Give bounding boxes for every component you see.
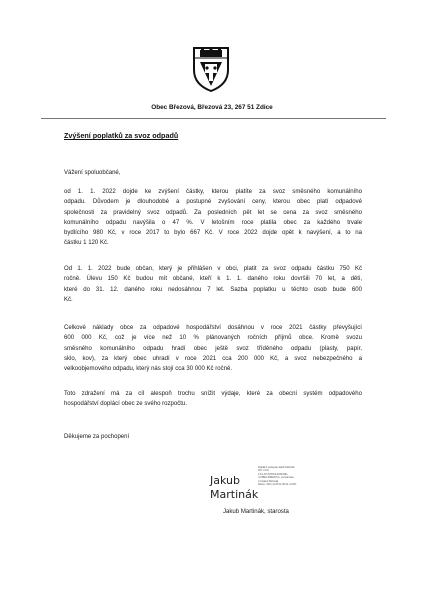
paragraph-line: Toto zdražení má za cíl alespoň trochu snížit výdaje, které za obecní systém odpadového <box>64 391 362 397</box>
paragraph-line: Kč. <box>64 296 73 303</box>
paragraph-line: Celkové náklady obce za odpadové hospodářství dosáhnou v roce 2021 částky převyšující <box>64 325 362 331</box>
paragraph-line: směsného komunálního odpadu hradí obec ještě svoz tříděného odpadu (plasty, papír, <box>64 345 362 352</box>
paragraph-line: od 1. 1. 2022 dojde ke zvýšení částky, kterou platíte za svoz směsného komunálního <box>64 189 362 195</box>
paragraph-line: sklo, kov), za který obec uhradí v roce 2021 cca 200 000 Kč, a svoz nebezpečného a <box>64 355 362 362</box>
handwritten-signature <box>210 474 258 502</box>
paragraph-4 <box>64 389 362 410</box>
paragraph-line: které do 31. 12. daného roku nedosáhnou 7 let. Sazba poplatku u těchto osob bude 600 <box>64 286 362 293</box>
digital-signature-details <box>258 466 314 486</box>
signature-first-name: Jakub <box>210 474 240 487</box>
paragraph-1 <box>64 187 362 249</box>
signature-last-name: Martinák <box>210 488 259 501</box>
closing-thanks: Děkujeme za pochopení <box>64 434 130 440</box>
paragraph-line: ročně. Úlevu 150 Kč budou mít občané, kteří k 1. 1. daného roku dovršili 70 let, a děti, <box>64 276 362 283</box>
paragraph-3 <box>64 323 362 374</box>
signature-meta-line: cn=Jakub Martinák <box>258 479 279 483</box>
signature-meta-line: Datum: 2021.12.08 11:05:22 +01'00' <box>258 483 297 487</box>
paragraph-line: velkoobjemového odpadu, který nás stojí cca 30 000 Kč ročně. <box>64 366 233 373</box>
organization-address: Obec Březová, Březová 23, 267 51 Zdice <box>151 104 273 111</box>
coat-of-arms-icon <box>192 46 230 92</box>
paragraph-line: hospodářství doplácí obec ze svého rozpočtu. <box>64 401 188 408</box>
signature-meta-line: o=OBEC BŘEZOVÁ, ou=starosta, <box>258 476 295 480</box>
signature-meta-line: 2.5.4.97=NTRCZ-00233391, <box>258 472 289 476</box>
paragraph-line: Od 1. 1. 2022 bude občan, který je přihlášen v obci, platit za svoz odpadu částku 750 Kč <box>64 266 362 272</box>
paragraph-line: společnosti za pravidelný svoz odpadů. Za posledních pět let se cena za svoz směsného <box>64 209 362 216</box>
signature-meta-line: DN: c=CZ, <box>258 469 270 473</box>
paragraph-2 <box>64 264 362 305</box>
letter-title: Zvýšení poplatků za svoz odpadů <box>64 131 179 140</box>
paragraph-line: bydlícího 980 Kč, v roce 2017 to bylo 667 Kč. V roce 2022 dojde opět k navýšení, a to na <box>64 230 362 237</box>
greeting: Vážení spoluobčané, <box>64 170 121 176</box>
paragraph-line: komunálního odpadu navýšila o 47 %. V letošním roce platila obec za každého trvale <box>64 219 362 226</box>
signature-meta-line: Digitálně podepsal Jakub Martinák <box>258 466 295 469</box>
header-divider <box>41 118 386 119</box>
paragraph-line: odpadu. Důvodem je dlouhodobé a postupné zvyšování ceny, kterou obec platí odpadové <box>64 199 362 206</box>
paragraph-line: 600 000 Kč, což je více než 10 % plánovaných ročních příjmů obce. Kromě svozu <box>64 335 362 342</box>
signer-name-title: Jakub Martinák, starosta <box>223 509 289 515</box>
paragraph-line: částku 1 120 Kč. <box>64 240 109 247</box>
